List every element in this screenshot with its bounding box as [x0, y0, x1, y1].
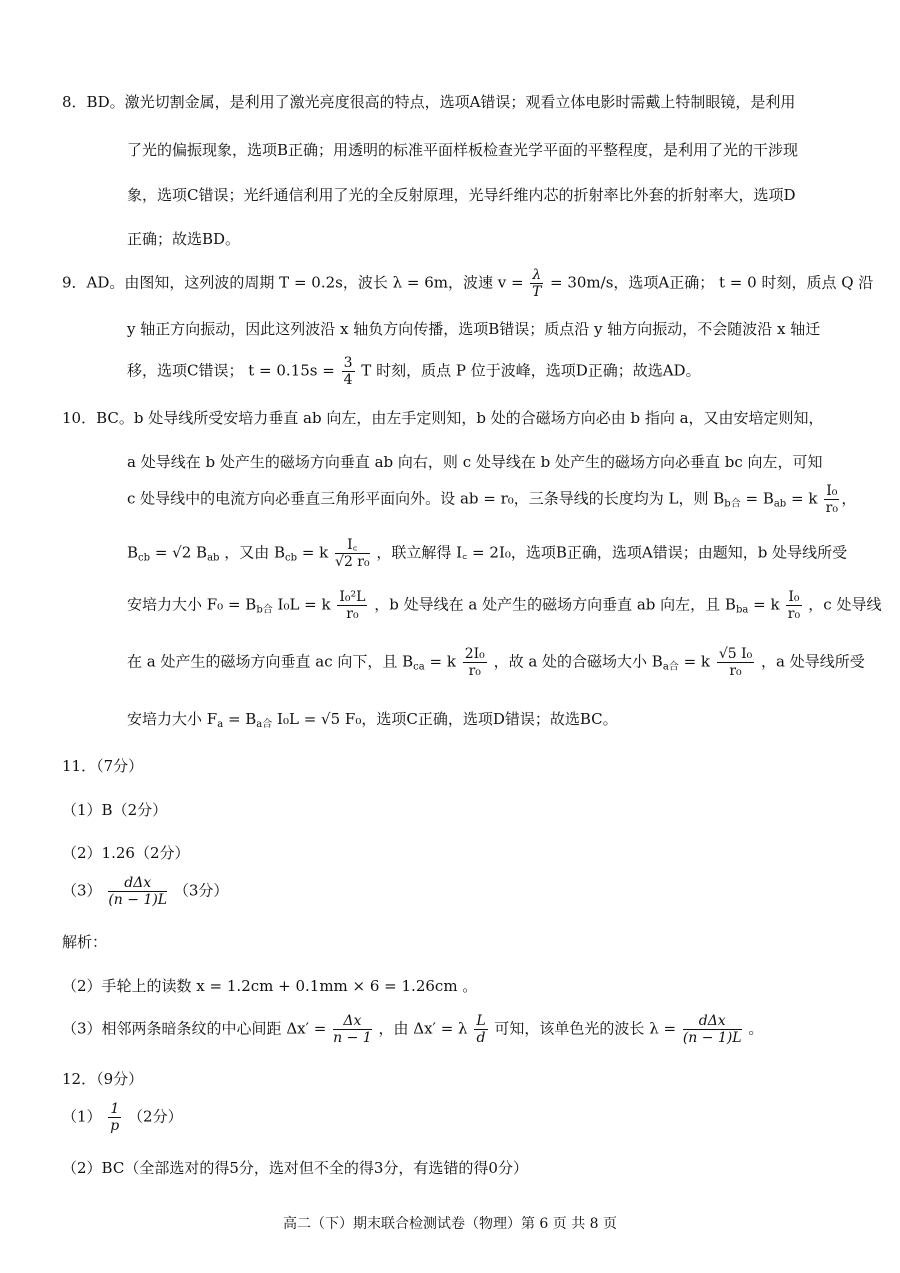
q10-line-3: c 处导线中的电流方向必垂直三角形平面向外。设 ab = r₀，三条导线的长度均为 L，则 $B_{b合} = B_{ab} = k$ $\frac{\text{I₀}}{\text{r₀}}$ ， [127, 483, 857, 516]
subscript: cb [285, 552, 298, 564]
q10-line-6 [127, 647, 865, 678]
q11-part-1: （1）B（2分） [62, 801, 168, 819]
denominator: √2 r₀ [335, 554, 370, 570]
subscript: a合 [256, 719, 273, 730]
denominator: T [532, 284, 542, 300]
fraction [342, 356, 355, 387]
analysis-label: 解析： [62, 933, 108, 951]
numerator: I₀²L [339, 589, 366, 605]
fraction [717, 647, 754, 678]
denominator: n − 1 [333, 1030, 372, 1046]
q10-line-4 [127, 538, 847, 569]
denominator: (n − 1)L [108, 892, 168, 908]
q10-text: I₀L = √5 F₀，选项C正确，选项D错误；故选BC。 [277, 710, 618, 728]
subscript: b合 [256, 604, 273, 616]
numerator: dΔx [108, 876, 167, 892]
q10-text: = √2 B [154, 543, 208, 562]
q12-part-2: （2）BC（全部选对的得5分，选对但不全的得3分，有选错的得0分） [62, 1159, 528, 1177]
subscript: ab [207, 552, 220, 564]
q10-text: I₀L = k [277, 595, 331, 614]
fraction [474, 1014, 487, 1045]
q9-line-1 [62, 268, 873, 299]
q10-line-7 [127, 712, 618, 730]
q10-text: c 处导线中的电流方向必垂直三角形平面向外。设 ab = r₀，三条导线的长度均为 L，则 B [127, 489, 725, 508]
subscript: cb [138, 552, 151, 564]
q10-text: ，a 处导线所受 [761, 652, 865, 671]
fraction [786, 590, 801, 621]
q10-text: ，c 处导线 [808, 595, 882, 614]
fraction [824, 484, 839, 515]
numerator: I₀ [826, 483, 838, 499]
denominator: r₀ [346, 606, 359, 622]
subscript: ab [773, 498, 787, 510]
q8-line-4: 正确；故选BD。 [127, 230, 241, 248]
subscript: b合 [724, 498, 741, 510]
q10-text: = k [791, 489, 818, 508]
analysis-text: 可知，该单色光的波长 λ = [494, 1019, 677, 1038]
q10-text: 在 a 处产生的磁场方向垂直 ac 向下，且 B [127, 652, 414, 671]
q10-text: ，联立解得 I꜀ = 2I₀，选项B正确，选项A错误；由题知，b 处导线所受 [376, 543, 848, 562]
fraction [683, 1014, 742, 1045]
q12-text: （2分） [128, 1107, 183, 1126]
subscript: a合 [662, 661, 679, 673]
denominator: 4 [343, 372, 353, 388]
q9-text: T 时刻，质点 P 位于波峰，选项D正确；故选AD。 [361, 361, 701, 380]
q12-part-1 [62, 1102, 183, 1133]
numerator: dΔx [683, 1014, 742, 1030]
subscript: a [217, 719, 224, 730]
q11-part-3 [62, 876, 228, 907]
q9-text: 移，选项C错误； t = 0.15s = [127, 361, 335, 380]
q10-text: ，又由 B [224, 543, 286, 562]
q10-text: B [127, 543, 139, 562]
q10-text: ，故 a 处的合磁场大小 B [493, 652, 663, 671]
q10-text: 安培力大小 F [127, 710, 218, 728]
fraction [108, 876, 167, 907]
q8-line-3: 象，选项C错误；光纤通信利用了光的全反射原理，光导纤维内芯的折射率比外套的折射率大，选项D [127, 186, 796, 204]
denominator: r₀ [729, 663, 742, 679]
q8-line-1: 8．BD。激光切割金属，是利用了激光亮度很高的特点，选项A错误；观看立体电影时需戴上特制眼镜，是利用 [62, 93, 796, 111]
q10-line-2: a 处导线在 b 处产生的磁场方向垂直 ab 向右，则 c 处导线在 b 处产生的磁场方向必垂直 bc 向左，可知 [127, 453, 823, 471]
numerator: Δx [333, 1014, 372, 1030]
q10-text: 安培力大小 F₀ = B [127, 595, 257, 614]
q10-text: = k [683, 652, 711, 671]
q9-text: = 30m/s，选项A正确； t = 0 时刻，质点 Q 沿 [550, 273, 874, 292]
q11-title: 11．（7分） [62, 757, 144, 775]
denominator: p [110, 1118, 120, 1134]
numerator: λ [532, 267, 542, 283]
denominator: r₀ [468, 663, 481, 679]
denominator: r₀ [825, 500, 838, 516]
fraction [335, 538, 370, 569]
numerator: L [476, 1013, 486, 1029]
q10-line-5 [127, 590, 881, 621]
fraction [337, 590, 367, 621]
q12-title: 12．（9分） [62, 1070, 144, 1088]
q8-line-2: 了光的偏振现象，选项B正确；用透明的标准平面样板检查光学平面的平整程度，是利用了光的干涉现 [127, 141, 799, 159]
numerator: I₀ [788, 589, 800, 605]
numerator: √5 I₀ [718, 646, 753, 662]
q10-text: = B [227, 710, 257, 728]
numerator: 1 [110, 1101, 120, 1117]
q10-text: ，b 处导线在 a 处产生的磁场方向垂直 ab 向左，且 B [374, 595, 736, 614]
subscript: ba [735, 604, 749, 616]
numerator: I꜀ [335, 538, 370, 554]
q12-text: （1） [62, 1107, 102, 1126]
q9-line-3 [127, 356, 701, 387]
q10-text: = k [429, 652, 456, 671]
q9-line-2: y 轴正方向振动，因此这列波沿 x 轴负方向传播，选项B错误；质点沿 y 轴方向振动，不会随波沿 x 轴迁 [127, 320, 821, 338]
fraction [530, 268, 543, 299]
q9-text: 9．AD。由图知，这列波的周期 T = 0.2s，波长 λ = 6m，波速 v = [62, 273, 524, 292]
q10-text: = k [753, 595, 780, 614]
q10-line-1: 10．BC。b 处导线所受安培力垂直 ab 向左，由左手定则知，b 处的合磁场方向必由 b 指向 a，又由安培定则知， [62, 409, 824, 427]
page-footer: 高二（下）期末联合检测试卷（物理）第 6 页 共 8 页 [282, 1216, 618, 1232]
analysis-text: ，由 Δx′ = λ [378, 1019, 468, 1038]
fraction [108, 1102, 121, 1133]
analysis-part-3 [62, 1014, 763, 1045]
denominator: (n − 1)L [682, 1030, 742, 1046]
q10-text: = B [745, 489, 774, 508]
fraction [333, 1014, 372, 1045]
fraction [463, 647, 487, 678]
numerator: 2I₀ [464, 646, 485, 662]
denominator: r₀ [787, 606, 801, 622]
analysis-text: （3）相邻两条暗条纹的中心间距 Δx′ = [62, 1019, 327, 1038]
subscript: ca [413, 661, 425, 673]
numerator: 3 [343, 355, 353, 371]
analysis-text: 。 [748, 1019, 764, 1038]
q11-text: （3） [62, 881, 102, 900]
q11-part-2: （2）1.26（2分） [62, 844, 190, 862]
q11-text: （3分） [173, 881, 229, 900]
denominator: d [476, 1030, 486, 1046]
q10-text: = k [301, 543, 329, 562]
analysis-part-2: （2）手轮上的读数 x = 1.2cm + 0.1mm × 6 = 1.26cm 。 [62, 977, 478, 995]
